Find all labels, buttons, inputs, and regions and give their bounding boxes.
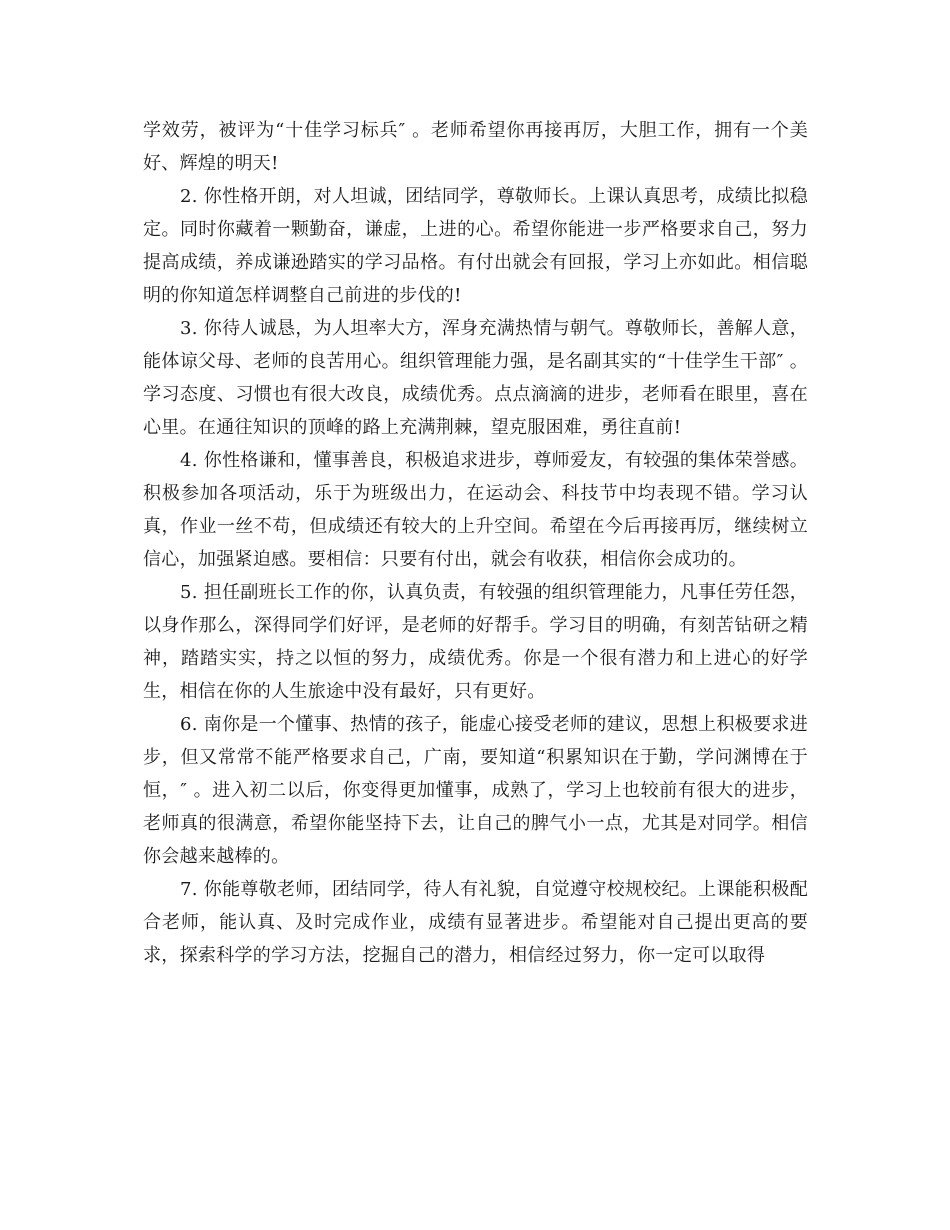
- paragraph-3: 3. 你待人诚恳，为人坦率大方，浑身充满热情与朝气。尊敬师长，善解人意，能体谅父母、老师的良苦用心。组织管理能力强，是名副其实的“十佳学生干部″ 。学习态度、习惯也有很大改良，成绩优秀。点点滴滴的进步，老师看在眼里，喜在心里。在通往知识的顶峰的路上充满荆棘，望克服困难，勇往直前!: [143, 318, 808, 438]
- paragraph-2: 2. 你性格开朗，对人坦诚，团结同学，尊敬师长。上课认真思考，成绩比拟稳定。同时你藏着一颗勤奋，谦虚，上进的心。希望你能进一步严格要求自己，努力提高成绩，养成谦逊踏实的学习品格。有付出就会有回报，学习上亦如此。相信聪明的你知道怎样调整自己前进的步伐的!: [143, 186, 808, 306]
- paragraph-5: 5. 担任副班长工作的你，认真负责，有较强的组织管理能力，凡事任劳任怨，以身作那么，深得同学们好评，是老师的好帮手。学习目的明确，有刻苦钻研之精神，踏踏实实，持之以恒的努力，成绩优秀。你是一个很有潜力和上进心的好学生，相信在你的人生旅途中没有最好，只有更好。: [143, 582, 808, 702]
- paragraph-7: 7. 你能尊敬老师，团结同学，待人有礼貌，自觉遵守校规校纪。上课能积极配合老师，能认真、及时完成作业，成绩有显著进步。希望能对自己提出更高的要求，探索科学的学习方法，挖掘自己的潜力，相信经过努力，你一定可以取得: [143, 879, 808, 966]
- paragraph-4: 4. 你性格谦和，懂事善良，积极追求进步，尊师爱友，有较强的集体荣誉感。积极参加各项活动，乐于为班级出力，在运动会、科技节中均表现不错。学习认真，作业一丝不苟，但成绩还有较大的上升空间。希望在今后再接再厉，继续树立信心，加强紧迫感。要相信：只要有付出，就会有收获，相信你会成功的。: [143, 450, 808, 570]
- paragraph-continued: 学效劳，被评为“十佳学习标兵″ 。老师希望你再接再厉，大胆工作，拥有一个美好、辉煌的明天!: [143, 120, 808, 174]
- paragraph-6: 6. 南你是一个懂事、热情的孩子，能虚心接受老师的建议，思想上积极要求进步，但又常常不能严格要求自己，广南，要知道“积累知识在于勤，学问渊博在于恒，″ 。进入初二以后，你变得更加懂事，成熟了，学习上也较前有很大的进步，老师真的很满意，希望你能坚持下去，让自己的脾气小一点，尤其是对同学。相信你会越来越棒的。: [143, 714, 808, 867]
- document-body: [143, 114, 808, 972]
